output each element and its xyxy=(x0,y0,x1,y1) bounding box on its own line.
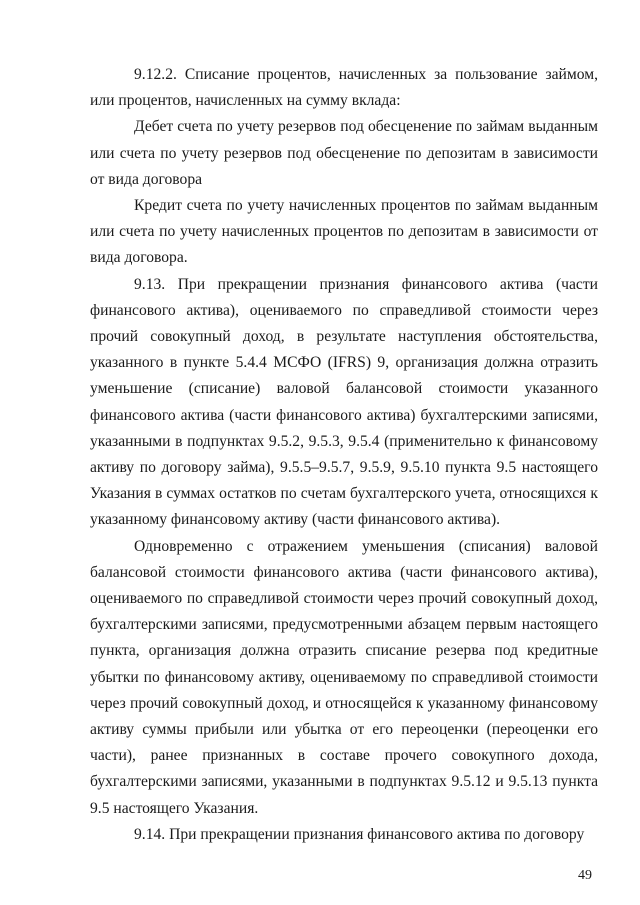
paragraph-debit-entry: Дебет счета по учету резервов под обесценение по займам выданным или счета по учету резервов под обесценение по депозитам в зависимости от вида договора xyxy=(90,118,598,188)
paragraph-9-13: 9.13. При прекращении признания финансового актива (части финансового актива), оцениваемого по справедливой стоимости через прочий совокупный доход, в результате наступления обстоятельства, указанного в пункте 5.4.4 МСФО (IFRS) 9, организация должна отразить уменьшение (списание) валовой балансовой стоимости указанного финансового актива (части финансового актива) бухгалтерскими записями, указанными в подпунктах 9.5.2, 9.5.3, 9.5.4 (применительно к финансовому активу по договору займа), 9.5.5–9.5.7, 9.5.9, 9.5.10 пункта 9.5 настоящего Указания в суммах остатков по счетам бухгалтерского учета, относящихся к указанному финансовому активу (части финансового актива). xyxy=(90,275,598,529)
paragraph-credit-entry: Кредит счета по учету начисленных процентов по займам выданным или счета по учету начисленных процентов по депозитам в зависимости от вида договора. xyxy=(90,197,598,267)
paragraph-9-14: 9.14. При прекращении признания финансового актива по договору xyxy=(134,825,585,843)
paragraph-9-12-2: 9.12.2. Списание процентов, начисленных за пользование займом, или процентов, начисленных на сумму вклада: xyxy=(90,66,598,110)
document-page xyxy=(90,62,598,848)
page-number: 49 xyxy=(578,868,592,883)
paragraph-simultaneously: Одновременно с отражением уменьшения (списания) валовой балансовой стоимости финансового актива (части финансового актива), оцениваемого по справедливой стоимости через прочий совокупный доход, бухгалтерскими записями, предусмотренными абзацем первым настоящего пункта, организация должна отразить списание резерва под кредитные убытки по финансовому активу, оцениваемому по справедливой стоимости через прочий совокупный доход, и относящейся к указанному финансовому активу суммы прибыли или убытка от его переоценки (переоценки его части), ранее признанных в составе прочего совокупного дохода, бухгалтерскими записями, указанными в подпунктах 9.5.12 и 9.5.13 пункта 9.5 настоящего Указания. xyxy=(90,537,598,817)
